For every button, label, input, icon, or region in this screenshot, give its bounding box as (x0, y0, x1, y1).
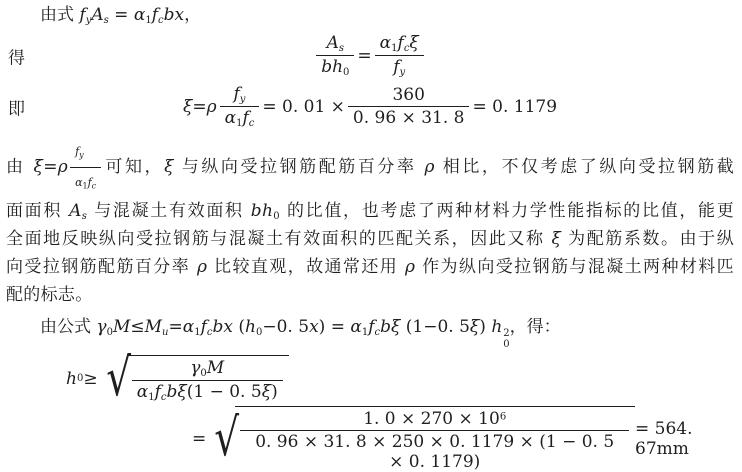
subscript: 1 (391, 43, 398, 54)
equation-given-line (6, 3, 734, 27)
fraction-denominator (240, 431, 629, 472)
fraction-denominator (348, 107, 470, 128)
xi-equation (183, 84, 557, 129)
math-variable: A (69, 201, 82, 221)
h0-requirement-equation (66, 348, 734, 409)
fraction-denominator (220, 107, 260, 129)
math-variable: α (182, 317, 195, 337)
math-text: 由式 (40, 5, 80, 25)
math-text: ) = (318, 317, 351, 337)
fraction (220, 84, 260, 129)
math-variable: ξ (164, 157, 174, 177)
ratio-equation (313, 33, 427, 78)
subscript: 1 (236, 118, 243, 129)
math-text: ) (479, 317, 492, 337)
math-variable: α (75, 176, 83, 189)
fraction-numerator (348, 85, 470, 107)
fraction (375, 33, 424, 78)
subscript: 1 (82, 181, 88, 191)
derive-label: 得 (8, 48, 25, 68)
math-variable: γ (96, 317, 107, 337)
math-text: ≥ (83, 368, 98, 389)
subscript: y (79, 150, 84, 160)
math-variable: ξ (33, 157, 44, 177)
math-text: = (357, 45, 372, 66)
math-variable: h (245, 317, 256, 337)
fraction-numerator (132, 358, 283, 381)
math-variable: α (133, 5, 146, 25)
math-variable: M (144, 317, 163, 337)
paragraph-line-2 (6, 197, 734, 225)
square-root (98, 348, 289, 409)
subscript: 0 (503, 338, 510, 350)
derive-row (6, 33, 734, 78)
math-variable: α (379, 33, 392, 53)
math-text: 与混凝土有效面积 (87, 201, 251, 221)
math-variable: M (206, 357, 225, 378)
math-text: 可知， (103, 157, 165, 177)
math-variable: f (87, 176, 92, 189)
math-text: (1 − 0. 5 (186, 381, 262, 402)
math-variable: ξ (261, 381, 272, 402)
paragraph-line-5 (6, 281, 734, 309)
math-variable: f (200, 317, 207, 337)
fraction-numerator (316, 33, 354, 56)
math-text: = 0. 1179 (472, 96, 558, 117)
math-variable: γ (190, 357, 201, 378)
math-variable: bx (163, 5, 185, 25)
math-text: = (168, 317, 183, 337)
math-text: ≤ (130, 317, 145, 337)
math-text: 面面积 (6, 201, 70, 221)
math-variable: f (151, 5, 158, 25)
thus-row (6, 84, 734, 129)
math-text: 的比值，也考虑了两种材料力学性能指标的比值，能更 (279, 201, 734, 221)
subscript: c (248, 118, 255, 129)
math-text: ) (271, 381, 278, 402)
fraction-denominator (375, 56, 424, 78)
subscript: 1 (194, 327, 201, 338)
math-variable: h (491, 317, 503, 337)
subscript: 0 (273, 211, 280, 222)
math-variable: f (233, 84, 240, 104)
math-variable: ξ (469, 317, 480, 337)
math-text: 相比，不仅考虑了纵向受拉钢筋截 (434, 157, 735, 177)
math-variable: f (79, 5, 86, 25)
subscript: y (85, 15, 92, 26)
subscript: c (403, 43, 410, 54)
radicand (127, 355, 289, 403)
subscript: s (338, 43, 344, 54)
superscript: 2 (503, 327, 510, 339)
math-variable: f (75, 145, 80, 158)
fraction (240, 409, 629, 472)
subscript: 0 (200, 367, 207, 379)
subscript: 0 (256, 327, 263, 338)
fraction-denominator (316, 56, 354, 78)
math-text: ( (233, 317, 246, 337)
subscript: c (158, 15, 164, 26)
math-variable: ρ (206, 96, 217, 117)
subscript: y (239, 94, 246, 105)
math-variable: A (91, 5, 104, 25)
paragraph-line-4 (6, 253, 734, 281)
math-text: 1. 0 × 270 × 10 (363, 408, 500, 429)
math-text: (1−0. 5 (400, 317, 470, 337)
math-text: ，得： (509, 317, 561, 337)
subscript: c (160, 391, 167, 403)
h0-evaluation-equation (192, 406, 734, 472)
fraction-denominator (132, 381, 283, 403)
radical-sign: √ (214, 408, 240, 469)
math-text: 全面地反映纵向受拉钢筋与混凝土有效面积的匹配关系，因此又称 (6, 229, 552, 249)
fraction-numerator (70, 138, 101, 168)
subscript: 0 (76, 372, 84, 384)
subscript: 1 (361, 327, 369, 338)
math-text: 为配筋系数。由于纵 (561, 229, 735, 249)
math-text: ， (184, 5, 202, 25)
math-variable: bξ (380, 317, 401, 337)
math-variable: A (326, 33, 339, 53)
math-variable: bx (212, 317, 233, 337)
subscript: y (399, 67, 406, 78)
subscript: 0 (343, 67, 350, 78)
math-text: 由 (6, 157, 34, 177)
math-text: = (43, 157, 58, 177)
math-text: 360 (392, 85, 425, 105)
math-variable: ρ (404, 257, 416, 277)
fraction-numerator (375, 33, 424, 56)
math-variable: ξ (551, 229, 562, 249)
moment-condition-line (6, 314, 734, 350)
math-text: = (192, 96, 207, 117)
explanation-paragraph (6, 138, 734, 309)
math-variable: ρ (57, 157, 69, 177)
math-text: = 564. 67mm (635, 418, 693, 459)
math-variable: M (112, 317, 131, 337)
paragraph-line-1 (6, 138, 734, 197)
math-variable: f (393, 57, 400, 77)
fraction-numerator (240, 409, 629, 431)
radicand (235, 406, 635, 472)
math-text: = (192, 428, 207, 449)
math-text: 向受拉钢筋配筋百分率 (6, 257, 197, 277)
subscript: 1 (145, 15, 152, 26)
math-text: 配的标志。 (6, 285, 93, 305)
math-variable: bh (250, 201, 274, 221)
math-variable: f (368, 317, 375, 337)
math-text: 与纵向受拉钢筋配筋百分率 (173, 157, 425, 177)
math-text: 作为纵向受拉钢筋与混凝土两种材料匹 (415, 257, 734, 277)
fraction (316, 33, 354, 78)
superscript: 6 (499, 411, 507, 422)
subscript: c (374, 327, 381, 338)
math-variable: f (242, 108, 249, 128)
math-text: −0. 5 (262, 317, 310, 337)
subscript: c (206, 327, 213, 338)
math-variable: ρ (424, 157, 435, 177)
math-text: = (108, 5, 134, 25)
math-variable: α (224, 108, 237, 128)
math-variable: bh (321, 57, 344, 77)
subscript: s (81, 211, 88, 222)
math-variable: α (136, 381, 149, 402)
subscript: u (162, 327, 169, 338)
subscript: 1 (148, 391, 155, 403)
math-variable: ξ (409, 33, 419, 53)
math-text: 由公式 (40, 317, 97, 337)
fraction-numerator (220, 84, 260, 107)
fraction (132, 358, 283, 403)
thus-label: 即 (8, 99, 25, 119)
subscript: c (91, 181, 97, 191)
math-text: 0. 96 × 31. 8 (352, 108, 465, 128)
math-variable: h (66, 368, 77, 389)
math-variable: ξ (182, 96, 193, 117)
math-text: = 0. 01 × (262, 96, 345, 117)
math-variable: bξ (166, 381, 187, 402)
math-variable: x (309, 317, 319, 337)
math-text: 比较直观，故通常还用 (207, 257, 405, 277)
fraction-denominator (70, 168, 101, 197)
math-variable: α (350, 317, 362, 337)
math-variable: f (154, 381, 161, 402)
math-text: 0. 96 × 31. 8 × 250 × 0. 1179 × (1 − 0. 5 × 0. 1179) (255, 431, 615, 472)
radical-sign: √ (105, 348, 131, 409)
square-root (206, 406, 635, 472)
math-variable: ρ (196, 257, 208, 277)
subscript: s (103, 15, 109, 26)
fraction (70, 138, 101, 197)
fraction (348, 85, 470, 128)
math-variable: f (397, 33, 404, 53)
subscript: 0 (106, 327, 113, 338)
paragraph-line-3 (6, 225, 734, 253)
